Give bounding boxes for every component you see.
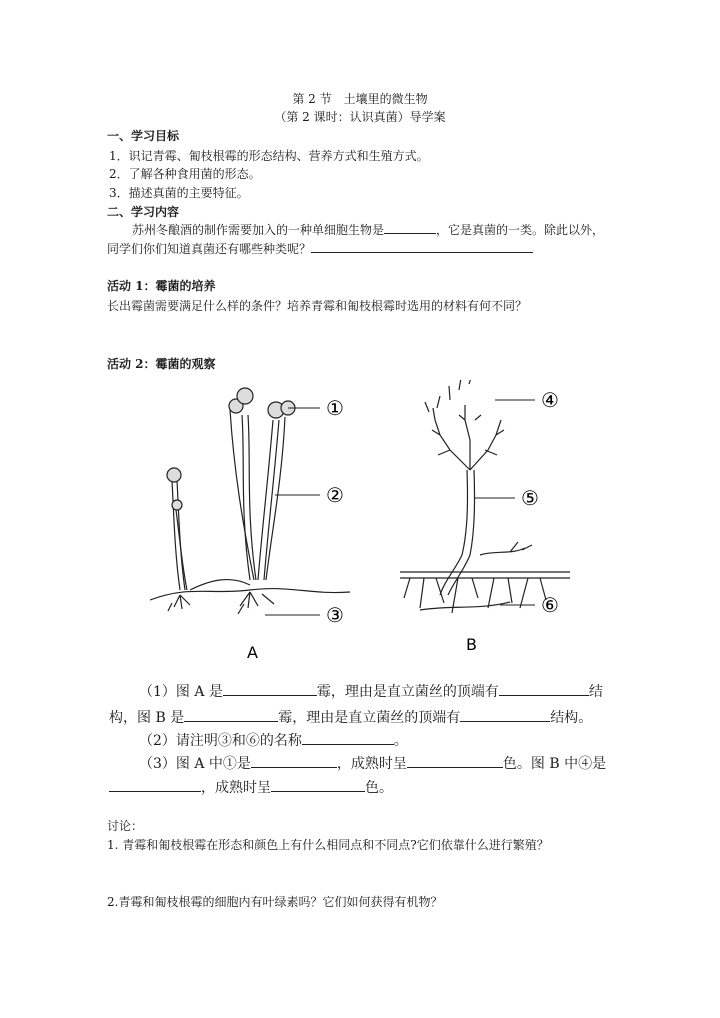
q1-suffix: 结 <box>588 684 603 700</box>
mold-a-leaders <box>265 408 320 615</box>
discussion-question-1: 1. 青霉和匍枝根霉在形态和颜色上有什么相同点和不同点?它们依靠什么进行繁殖？ <box>107 838 549 852</box>
activity2-heading: 活动 2：霉菌的观察 <box>107 357 216 371</box>
q3b-suffix: 色。 <box>365 780 393 796</box>
page-title: 第 2 节 土壤里的微生物 <box>292 92 428 106</box>
mold-figure <box>150 380 570 660</box>
discussion-heading: 讨论： <box>107 819 144 833</box>
page-subtitle: （第 2 课时：认识真菌）导学案 <box>274 110 446 124</box>
q3-color-b: 色。图 B 中④是 <box>502 756 607 772</box>
label-6: ⑥ <box>541 593 559 617</box>
objective-item-1: 1．识记青霉、匍枝根霉的形态结构、营养方式和生殖方式。 <box>109 149 429 163</box>
color-4-blank[interactable] <box>271 779 365 792</box>
fungi-types-blank[interactable] <box>311 240 533 253</box>
mold-a-type-blank[interactable] <box>223 683 317 696</box>
question-3-line-1 <box>139 753 606 773</box>
label-2: ② <box>326 483 344 507</box>
label-4: ④ <box>541 388 559 412</box>
q3b-mature: ，成熟时呈 <box>201 780 271 796</box>
intro-line-1 <box>132 221 604 238</box>
mold-a-illustration <box>150 388 350 614</box>
question-1-line-2 <box>109 707 592 727</box>
color-1-blank[interactable] <box>407 755 503 768</box>
yeast-answer-blank[interactable] <box>384 221 436 234</box>
q3-mature: ，成熟时呈 <box>336 756 407 772</box>
discussion-question-2: 2.青霉和匍枝根霉的细胞内有叶绿素吗？它们如何获得有机物？ <box>107 895 443 909</box>
q3-prefix: （3）图 A 中①是 <box>139 756 251 772</box>
objective-item-3: 3．描述真菌的主要特征。 <box>109 186 249 200</box>
activity1-question: 长出霉菌需要满足什么样的条件？培养青霉和匍枝根霉时选用的材料有何不同？ <box>107 299 528 313</box>
q1b-reason: 霉，理由是直立菌丝的顶端有 <box>278 710 461 726</box>
q1-reason: 霉，理由是直立菌丝的顶端有 <box>316 684 499 700</box>
mold-b-illustration <box>400 380 570 613</box>
mold-b-type-blank[interactable] <box>184 709 278 722</box>
intro-text-a: 苏州冬酿酒的制作需要加入的一种单细胞生物是 <box>132 223 385 237</box>
figure-b-caption: B <box>466 635 477 654</box>
section1-heading: 一、学习目标 <box>107 129 180 143</box>
intro-line-2 <box>107 240 533 257</box>
intro-text-c: 同学们你们知道真菌还有哪些种类呢？ <box>107 242 312 256</box>
q1-prefix: （1）图 A 是 <box>139 684 223 700</box>
q1b-suffix: 结构。 <box>550 710 593 726</box>
figure-a-caption: A <box>247 643 258 660</box>
activity1-heading: 活动 1：霉菌的培养 <box>107 279 216 293</box>
mold-a-structure-blank[interactable] <box>499 683 589 696</box>
label-5: ⑤ <box>521 486 539 510</box>
part-1-blank[interactable] <box>251 755 337 768</box>
label-3: ③ <box>326 603 344 627</box>
q2-suffix: 。 <box>393 733 408 749</box>
objective-item-2: 2．了解各种食用菌的形态。 <box>109 167 261 181</box>
section2-heading: 二、学习内容 <box>107 205 180 219</box>
mold-b-structure-blank[interactable] <box>460 709 550 722</box>
question-2 <box>139 730 408 750</box>
intro-text-b: ，它是真菌的一类。除此以外， <box>436 223 605 237</box>
label-1: ① <box>326 396 344 420</box>
names-3-6-blank[interactable] <box>302 732 394 745</box>
question-3-line-2 <box>109 777 393 797</box>
q1b-prefix: 构，图 B 是 <box>109 710 185 726</box>
q2-prefix: （2）请注明③和⑥的名称 <box>139 733 302 749</box>
question-1-line-1 <box>139 681 603 701</box>
part-4-blank[interactable] <box>109 779 201 792</box>
